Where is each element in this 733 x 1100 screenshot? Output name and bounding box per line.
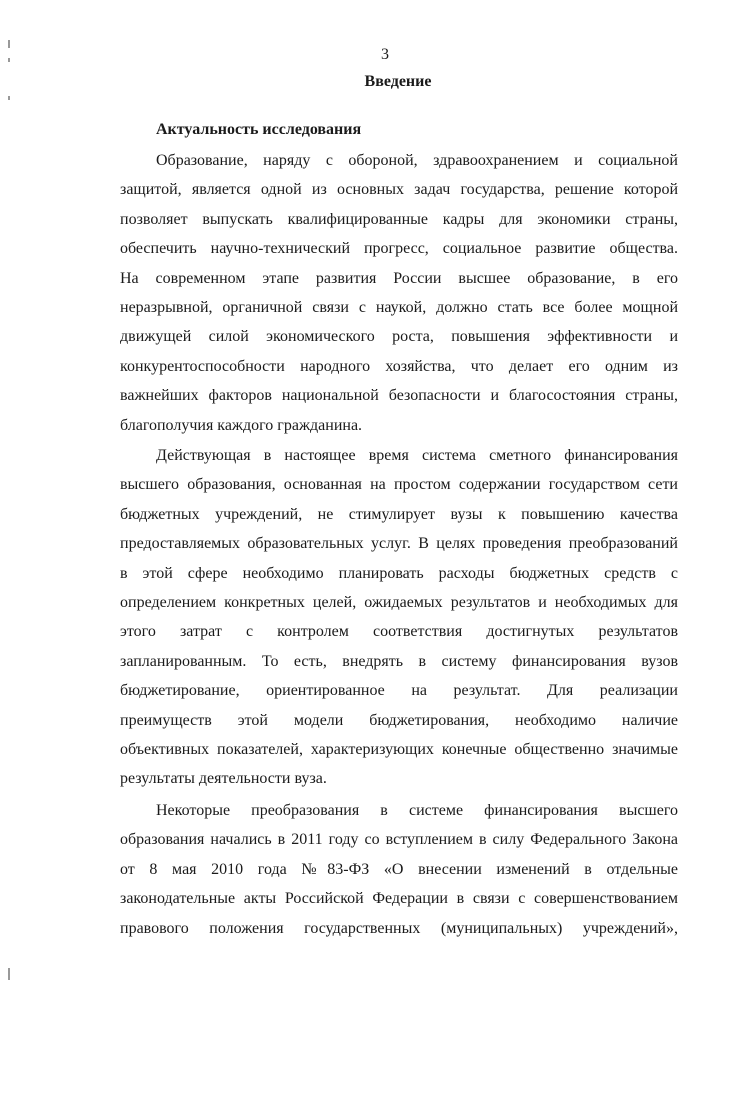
text-line: предоставляемых образовательных услуг. В целях проведения преобразований (120, 535, 678, 553)
paragraph-1 (120, 146, 678, 440)
subsection-heading: Актуальность исследования (156, 121, 362, 138)
text-line: правового положения государственных (муниципальных) учреждений», (120, 919, 678, 937)
paragraph-3 (120, 796, 678, 943)
text-line: законодательные акты Российской Федерации в связи с совершенствованием (120, 890, 678, 908)
section-heading: Введение (364, 73, 432, 90)
text-line: от 8 мая 2010 года №83-ФЗ «О внесении изменений в отдельные (120, 860, 678, 878)
text-line: Действующая в настоящее время система сметного финансирования (156, 447, 678, 464)
text-line: запланированным. То есть, внедрять в систему финансирования вузов (120, 652, 678, 670)
text-line: защитой, является одной из основных задач государства, решение которой (120, 181, 678, 199)
text-line: определением конкретных целей, ожидаемых результатов и необходимых для (120, 594, 678, 612)
text-line: важнейших факторов национальной безопасности и благосостояния страны, (120, 387, 678, 405)
text-line: бюджетирование, ориентированное на результат. Для реализации (120, 682, 678, 700)
text-line: неразрывной, органичной связи с наукой, должно стать все более мощной (120, 299, 678, 317)
text-line: объективных показателей, характеризующих конечные общественно значимые (120, 741, 678, 759)
text-line: преимуществ этой модели бюджетирования, необходимо наличие (120, 711, 678, 729)
text-line: этого затрат с контролем соответствия достигнутых результатов (120, 623, 678, 641)
text-line: обеспечить научно-технический прогресс, социальное развитие общества. (120, 240, 678, 258)
text-line: высшего образования, основанная на простом содержании государством сети (120, 476, 678, 494)
text-line: Образование, наряду с обороной, здравоохранением и социальной (156, 152, 678, 169)
text-line: позволяет выпускать квалифицированные кадры для экономики страны, (120, 210, 678, 228)
text-line: результаты деятельности вуза. (120, 770, 327, 788)
scan-margin-mark (8, 96, 10, 100)
page-number: 3 (381, 46, 389, 63)
paragraph-2 (120, 441, 678, 794)
text-line: бюджетных учреждений, не стимулирует вузы к повышению качества (120, 505, 678, 523)
text-line: благополучия каждого гражданина. (120, 416, 363, 434)
text-line: На современном этапе развития России высшее образование, в его (120, 269, 678, 287)
text-line: конкурентоспособности народного хозяйства, что делает его одним из (120, 357, 678, 375)
scan-margin-mark (8, 968, 10, 980)
text-line: движущей силой экономического роста, повышения эффективности и (120, 328, 678, 346)
text-line: Некоторые преобразования в системе финансирования высшего (156, 802, 678, 819)
text-line: образования начались в 2011 году со вступлением в силу Федерального Закона (120, 831, 678, 849)
text-line: в этой сфере необходимо планировать расходы бюджетных средств с (120, 564, 678, 582)
